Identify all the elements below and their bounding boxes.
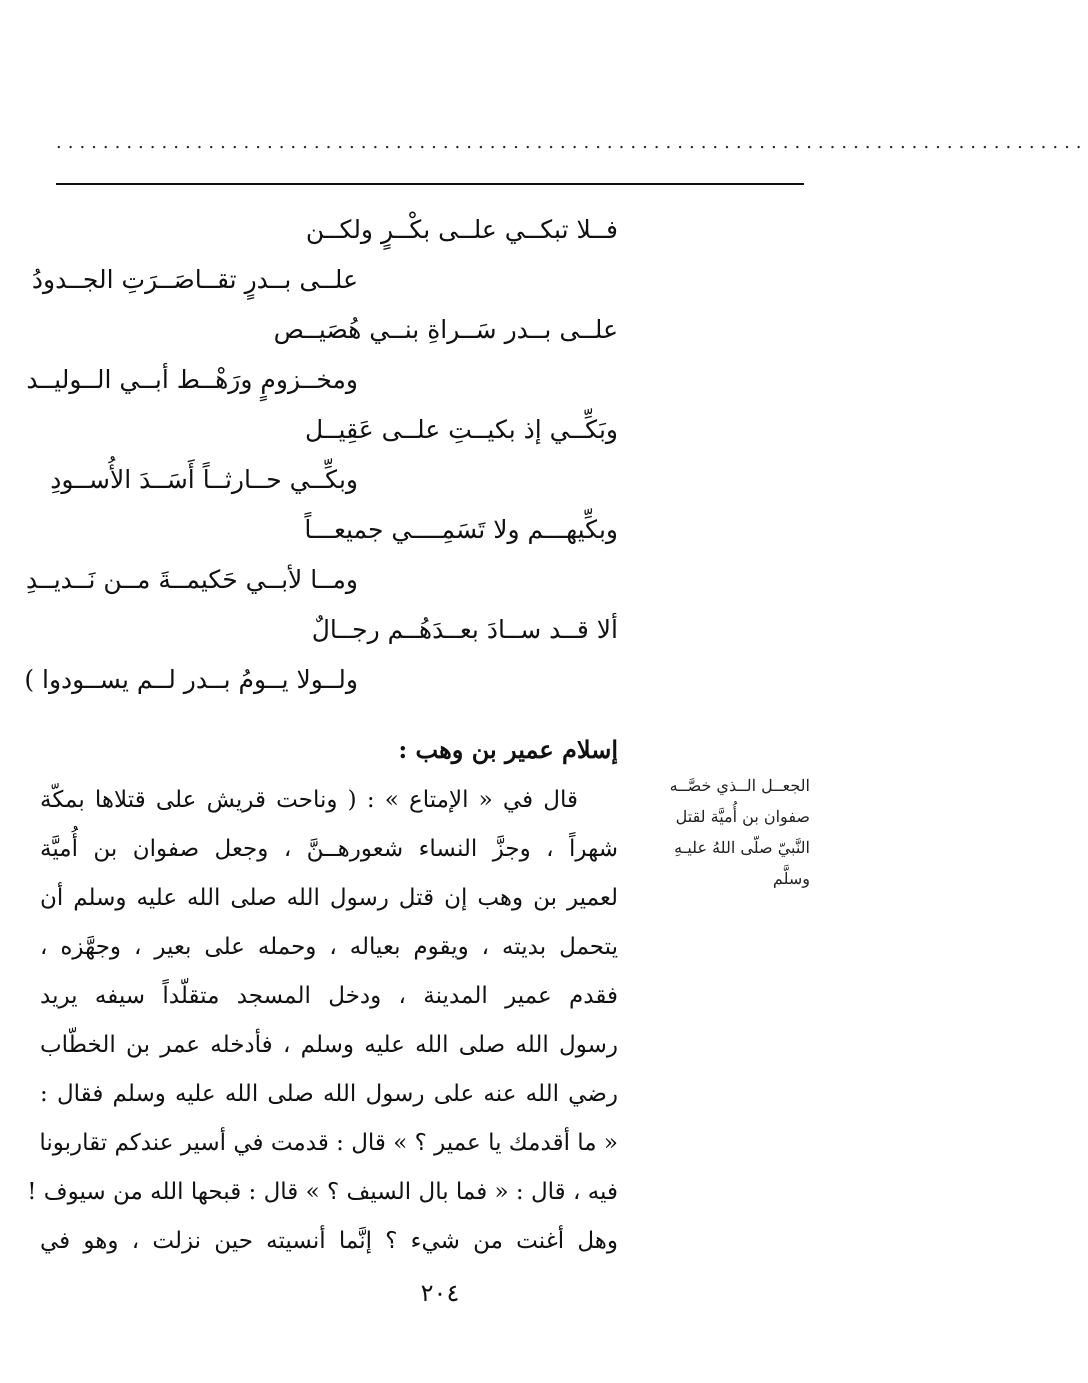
margin-note — [640, 770, 810, 894]
verse-line: وبَكِّــي إذ بكيــتِ علــى عَقِيــل — [304, 415, 618, 444]
header-rule — [56, 183, 804, 185]
verse-line: ألا قــد ســادَ بعــدَهُــم رجــالٌ — [311, 615, 618, 644]
verse-line: ومــا لأبــي حَكيمــةَ مــن نَــديــدِ — [25, 565, 358, 594]
verse-line: علــى بــدر سَــراةِ بنــي هُصَيــص — [273, 315, 618, 344]
page-number: ٢٠٤ — [420, 1279, 460, 1307]
margin-note-line: النَّبيّ صلّى اللهُ عليـهِ — [674, 838, 810, 857]
text-line: وهل أغنت من شيء ؟ إنَّما أنسيته حين نزلت ، وهو في — [40, 1228, 618, 1254]
text-line: شهراً ، وجزَّ النساء شعورهــنَّ ، وجعل صفوان بن أُميَّة — [40, 836, 618, 862]
header-dotted-line: ........................................................................................ — [56, 132, 1088, 153]
margin-note-line: وسلَّم — [772, 869, 810, 888]
section-heading: إسلام عمير بن وهب : — [398, 735, 618, 764]
text-line: فقدم عمير المدينة ، ودخل المسجد متقلّداً سيفه يريد — [40, 983, 618, 1009]
verse-line: ولــولا يــومُ بــدر لــم يســودوا ) — [24, 665, 358, 694]
verse-line: وبكِّــي حــارثــاً أَسَــدَ الأُســودِ — [50, 465, 358, 494]
verse-line: ومخــزومٍ ورَهْــط أبــي الــوليــد — [26, 365, 358, 394]
text-line: قال في « الإمتاع » : ( وناحت قريش على قتلاها بمكّة — [40, 787, 578, 813]
text-line: يتحمل بديته ، ويقوم بعياله ، وحمله على بعير ، وجهَّزه ، — [40, 934, 618, 960]
text-line: « ما أقدمك يا عمير ؟ » قال : قدمت في أسير عندكم تقاربونا — [39, 1130, 618, 1156]
text-line: رضي الله عنه على رسول الله صلى الله عليه وسلم فقال : — [40, 1081, 618, 1107]
verse-line: فــلا تبكــي علــى بكْــرٍ ولكــن — [305, 215, 618, 244]
verse-line: علــى بــدرٍ تقــاصَــرَتِ الجــدودُ — [31, 265, 358, 294]
text-line: رسول الله صلى الله عليه وسلم ، فأدخله عمر بن الخطّاب — [40, 1032, 618, 1058]
text-line: فيه ، قال : « فما بال السيف ؟ » قال : قبحها الله من سيوف ! — [27, 1179, 618, 1205]
text-line: لعمير بن وهب إن قتل رسول الله صلى الله عليه وسلم أن — [40, 885, 618, 911]
poem-block — [24, 205, 620, 705]
margin-note-line: صفوان بن أُميَّة لقتل — [675, 807, 810, 826]
body-text — [27, 776, 618, 1276]
margin-note-line: الجعــل الــذي خصَّــه — [669, 776, 810, 795]
verse-line: وبكِّيهـــم ولا تَسَمِــــي جميعـــاً — [304, 515, 618, 544]
